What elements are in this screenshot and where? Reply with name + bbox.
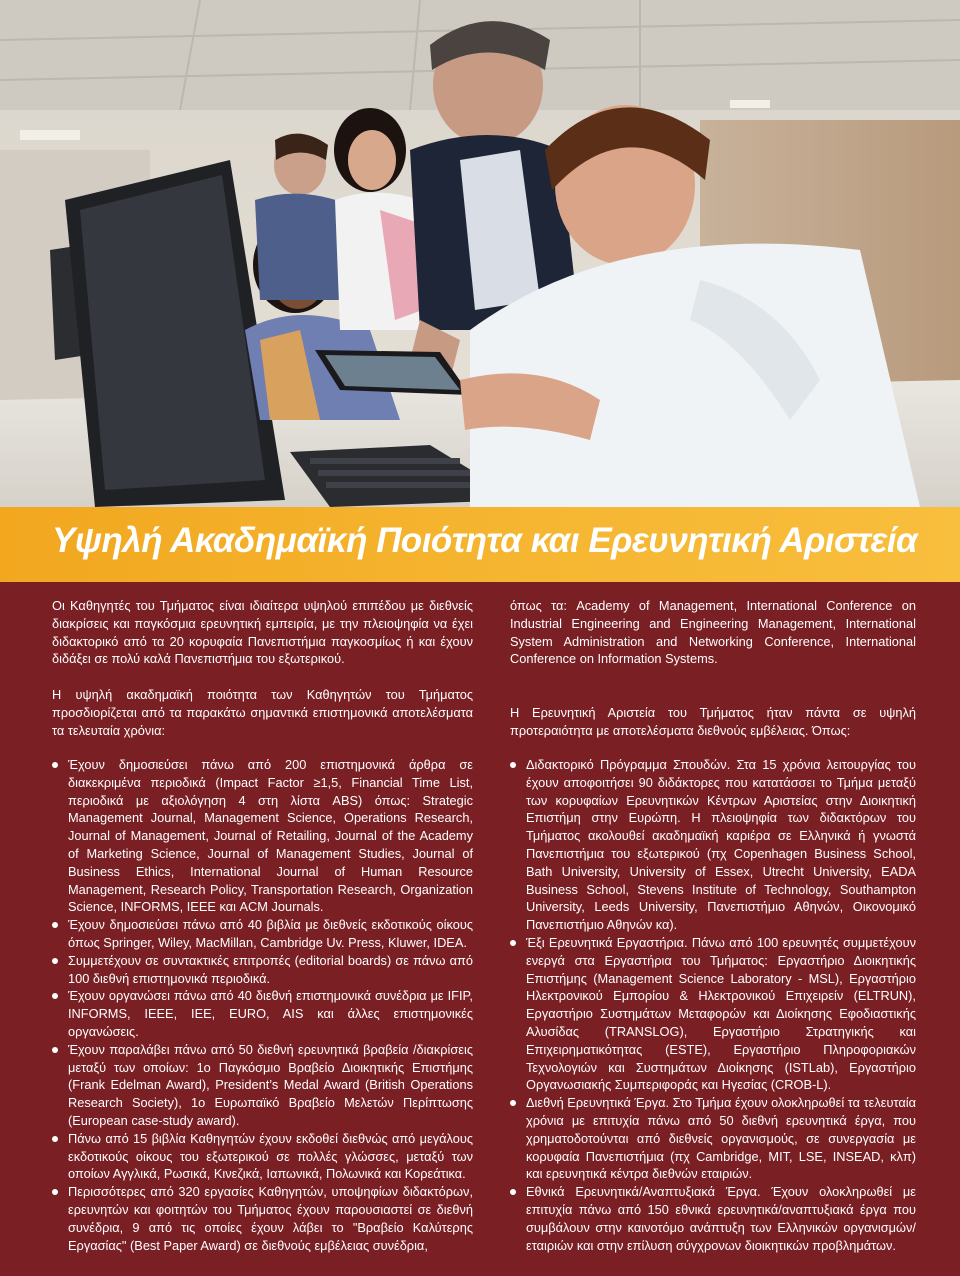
- page-title: Υψηλή Ακαδημαϊκή Ποιότητα και Ερευνητική Αριστεία: [52, 521, 918, 560]
- achievements-list: [52, 756, 473, 1254]
- list-item: Πάνω από 15 βιβλία Καθηγητών έχουν εκδοθεί διεθνώς από μεγάλους εκδοτικούς οίκους του εξωτερικού σε πολλές γλώσσες, μεταξύ των οποίων Αγγλικά, Ρωσικά, Κινεζικά, Ιαπωνικά, Πολωνικά και Κορεάτικα.: [52, 1130, 473, 1183]
- left-achievements: [52, 756, 473, 1254]
- list-item: Διεθνή Ερευνητικά Έργα. Στο Τμήμα έχουν ολοκληρωθεί τα τελευταία χρόνια με επιτυχία πάνω από 50 διεθνή ερευνητικά έργα, που χρηματοδοτούνται από διεθνείς οργανισμούς, σε συνεργασία με κορυφαία Πανεπιστήμια (πχ Cambridge, MIT, LSE, INSEAD, κλπ) και ερευνητικά κέντρα διεθνών εταιριών.: [510, 1094, 916, 1183]
- list-item: Περισσότερες από 320 εργασίες Καθηγητών, υποψηφίων διδακτόρων, ερευνητών και φοιτητών του Τμήματος έχουν παρουσιαστεί σε διεθνή συνέδρια, 9 από τις οποίες έχουν λάβει το "Βραβείο Καλύτερης Εργασίας" (Best Paper Award) σε διεθνούς εμβέλειας συνέδρια,: [52, 1183, 473, 1254]
- right-excellence: [510, 756, 916, 1254]
- left-intro: [52, 597, 473, 668]
- intro-paragraph: Οι Καθηγητές του Τμήματος είναι ιδιαίτερα υψηλού επιπέδου με διεθνείς διακρίσεις και παγκόσμια ερευνητική εμπειρία, με την πλειοψηφία να έχει διδακτορικό από τα 20 κορυφαία Πανεπιστήμια παγκοσμίως ή και έχουν διδάξει σε πολύ καλά Πανεπιστήμια του εξωτερικού.: [52, 598, 473, 667]
- title-banner: [0, 507, 960, 582]
- right-continuation: [510, 597, 916, 668]
- list-item: Εθνικά Ερευνητικά/Αναπτυξιακά Έργα. Έχουν ολοκληρωθεί με επιτυχία πάνω από 150 εθνικά ερευνητικά/αναπτυξιακά έργα που συμβάλουν στην καινοτόμο ανάπτυξη των Ελληνικών οργανισμών/εταιριών και στην επίλυση σύγχρονων διοικητικών προβλημάτων.: [510, 1183, 916, 1254]
- excellence-list: [510, 756, 916, 1254]
- list-item: Έχουν οργανώσει πάνω από 40 διεθνή επιστημονικά συνέδρια με IFIP, INFORMS, IEEE, IEE, EURO, AIS και άλλες επιστημονικές οργανώσεις.: [52, 987, 473, 1040]
- list-item: Έχουν δημοσιεύσει πάνω από 200 επιστημονικά άρθρα σε διακεκριμένα περιοδικά (Impact Factor ≥1,5, Financial Time List, περιοδικά με αξιολόγηση 4 στη λίστα ABS) όπως: Strategic Management Journal, Management Science, Operations Research, Journal of Management, Journal of Retailing, Journal of the Academy of Marketing Science, Journal of Management Studies, Journal of Business Ethics, International Journal of Human Resource Management, Research Policy, Transportation Research, Organization Science, INFORMS, IEEE και ACM Journals.: [52, 756, 473, 916]
- list-item: Έξι Ερευνητικά Εργαστήρια. Πάνω από 100 ερευνητές συμμετέχουν ενεργά στα Εργαστήρια του Τμήματος: Εργαστήριο Διοικητικής Επιστήμης (Management Science Laboratory - MSL), Εργαστήριο Ηλεκτρονικού Εμπορίου & Ηλεκτρονικού Επιχειρείν (ELTRUN), Εργαστήριο Συστημάτων Μεταφορών και Διοίκησης Εφοδιαστικής Αλυσίδας (TRANSLOG), Εργαστήριο Στρατηγικής και Επιχειρηματικότητας (ESTE), Εργαστήριο Πληροφοριακών Τεχνολογιών και Συστημάτων Διοίκησης (ISTLab), Εργαστήριο Οργανωσιακής Συμπεριφοράς και Ηγεσίας (CROB-L).: [510, 934, 916, 1094]
- classroom-photo: [0, 0, 960, 507]
- research-paragraph: Η Ερευνητική Αριστεία του Τμήματος ήταν πάντα σε υψηλή προτεραιότητα με αποτελέσματα διεθνούς εμβέλειας. Όπως:: [510, 705, 916, 738]
- right-research: [510, 704, 916, 740]
- continuation-paragraph: όπως τα: Academy of Management, International Conference on Industrial Engineering and Engineering Management, International System Administration and Networking Conference, International Conference on Information Systems.: [510, 598, 916, 667]
- list-item: Έχουν δημοσιεύσει πάνω από 40 βιβλία με διεθνείς εκδοτικούς οίκους όπως Springer, Wiley, MacMillan, Cambridge Uv. Press, Kluwer, IDEA.: [52, 916, 473, 952]
- list-item: Έχουν παραλάβει πάνω από 50 διεθνή ερευνητικά βραβεία /διακρίσεις μεταξύ των οποίων: 1ο Παγκόσμιο Βραβείο Διοικητικής Επιστήμης (Frank Edelman Award), President’s Medal Award (British Operations Research Society), 1ο Ευρωπαϊκό Βραβείο Μελετών Περίπτωσης (European case-study award).: [52, 1041, 473, 1130]
- list-item: Διδακτορικό Πρόγραμμα Σπουδών. Στα 15 χρόνια λειτουργίας του έχουν αποφοιτήσει 90 διδάκτορες που κατατάσσει το Τμήμα μεταξύ των κορυφαίων Ερευνητικών Κέντρων Αριστείας στην Διοικητική Επιστήμη στην Ευρώπη. Η πλειοψηφία των διδακτόρων του Τμήματος ακολουθεί ακαδημαϊκή καριέρα σε Ελληνικά ή γνωστά Πανεπιστήμια του εξωτερικού (πχ Copenhagen Business School, Bath University, University of Essex, Utrecht University, EADA Business School, Stevens Institute of Technology, Southampton University, Leeds University, Πανεπιστήμιο Αθηνών, Οικονομικό Πανεπιστήμιο Αθηνών κα).: [510, 756, 916, 934]
- quality-paragraph: Η υψηλή ακαδημαϊκή ποιότητα των Καθηγητών του Τμήματος προσδιορίζεται από τα παρακάτω σημαντικά επιστημονικά αποτελέσματα τα τελευταία χρόνια:: [52, 687, 473, 738]
- left-quality: [52, 686, 473, 739]
- list-item: Συμμετέχουν σε συντακτικές επιτροπές (editorial boards) σε πάνω από 100 διεθνή επιστημονικά περιοδικά.: [52, 952, 473, 988]
